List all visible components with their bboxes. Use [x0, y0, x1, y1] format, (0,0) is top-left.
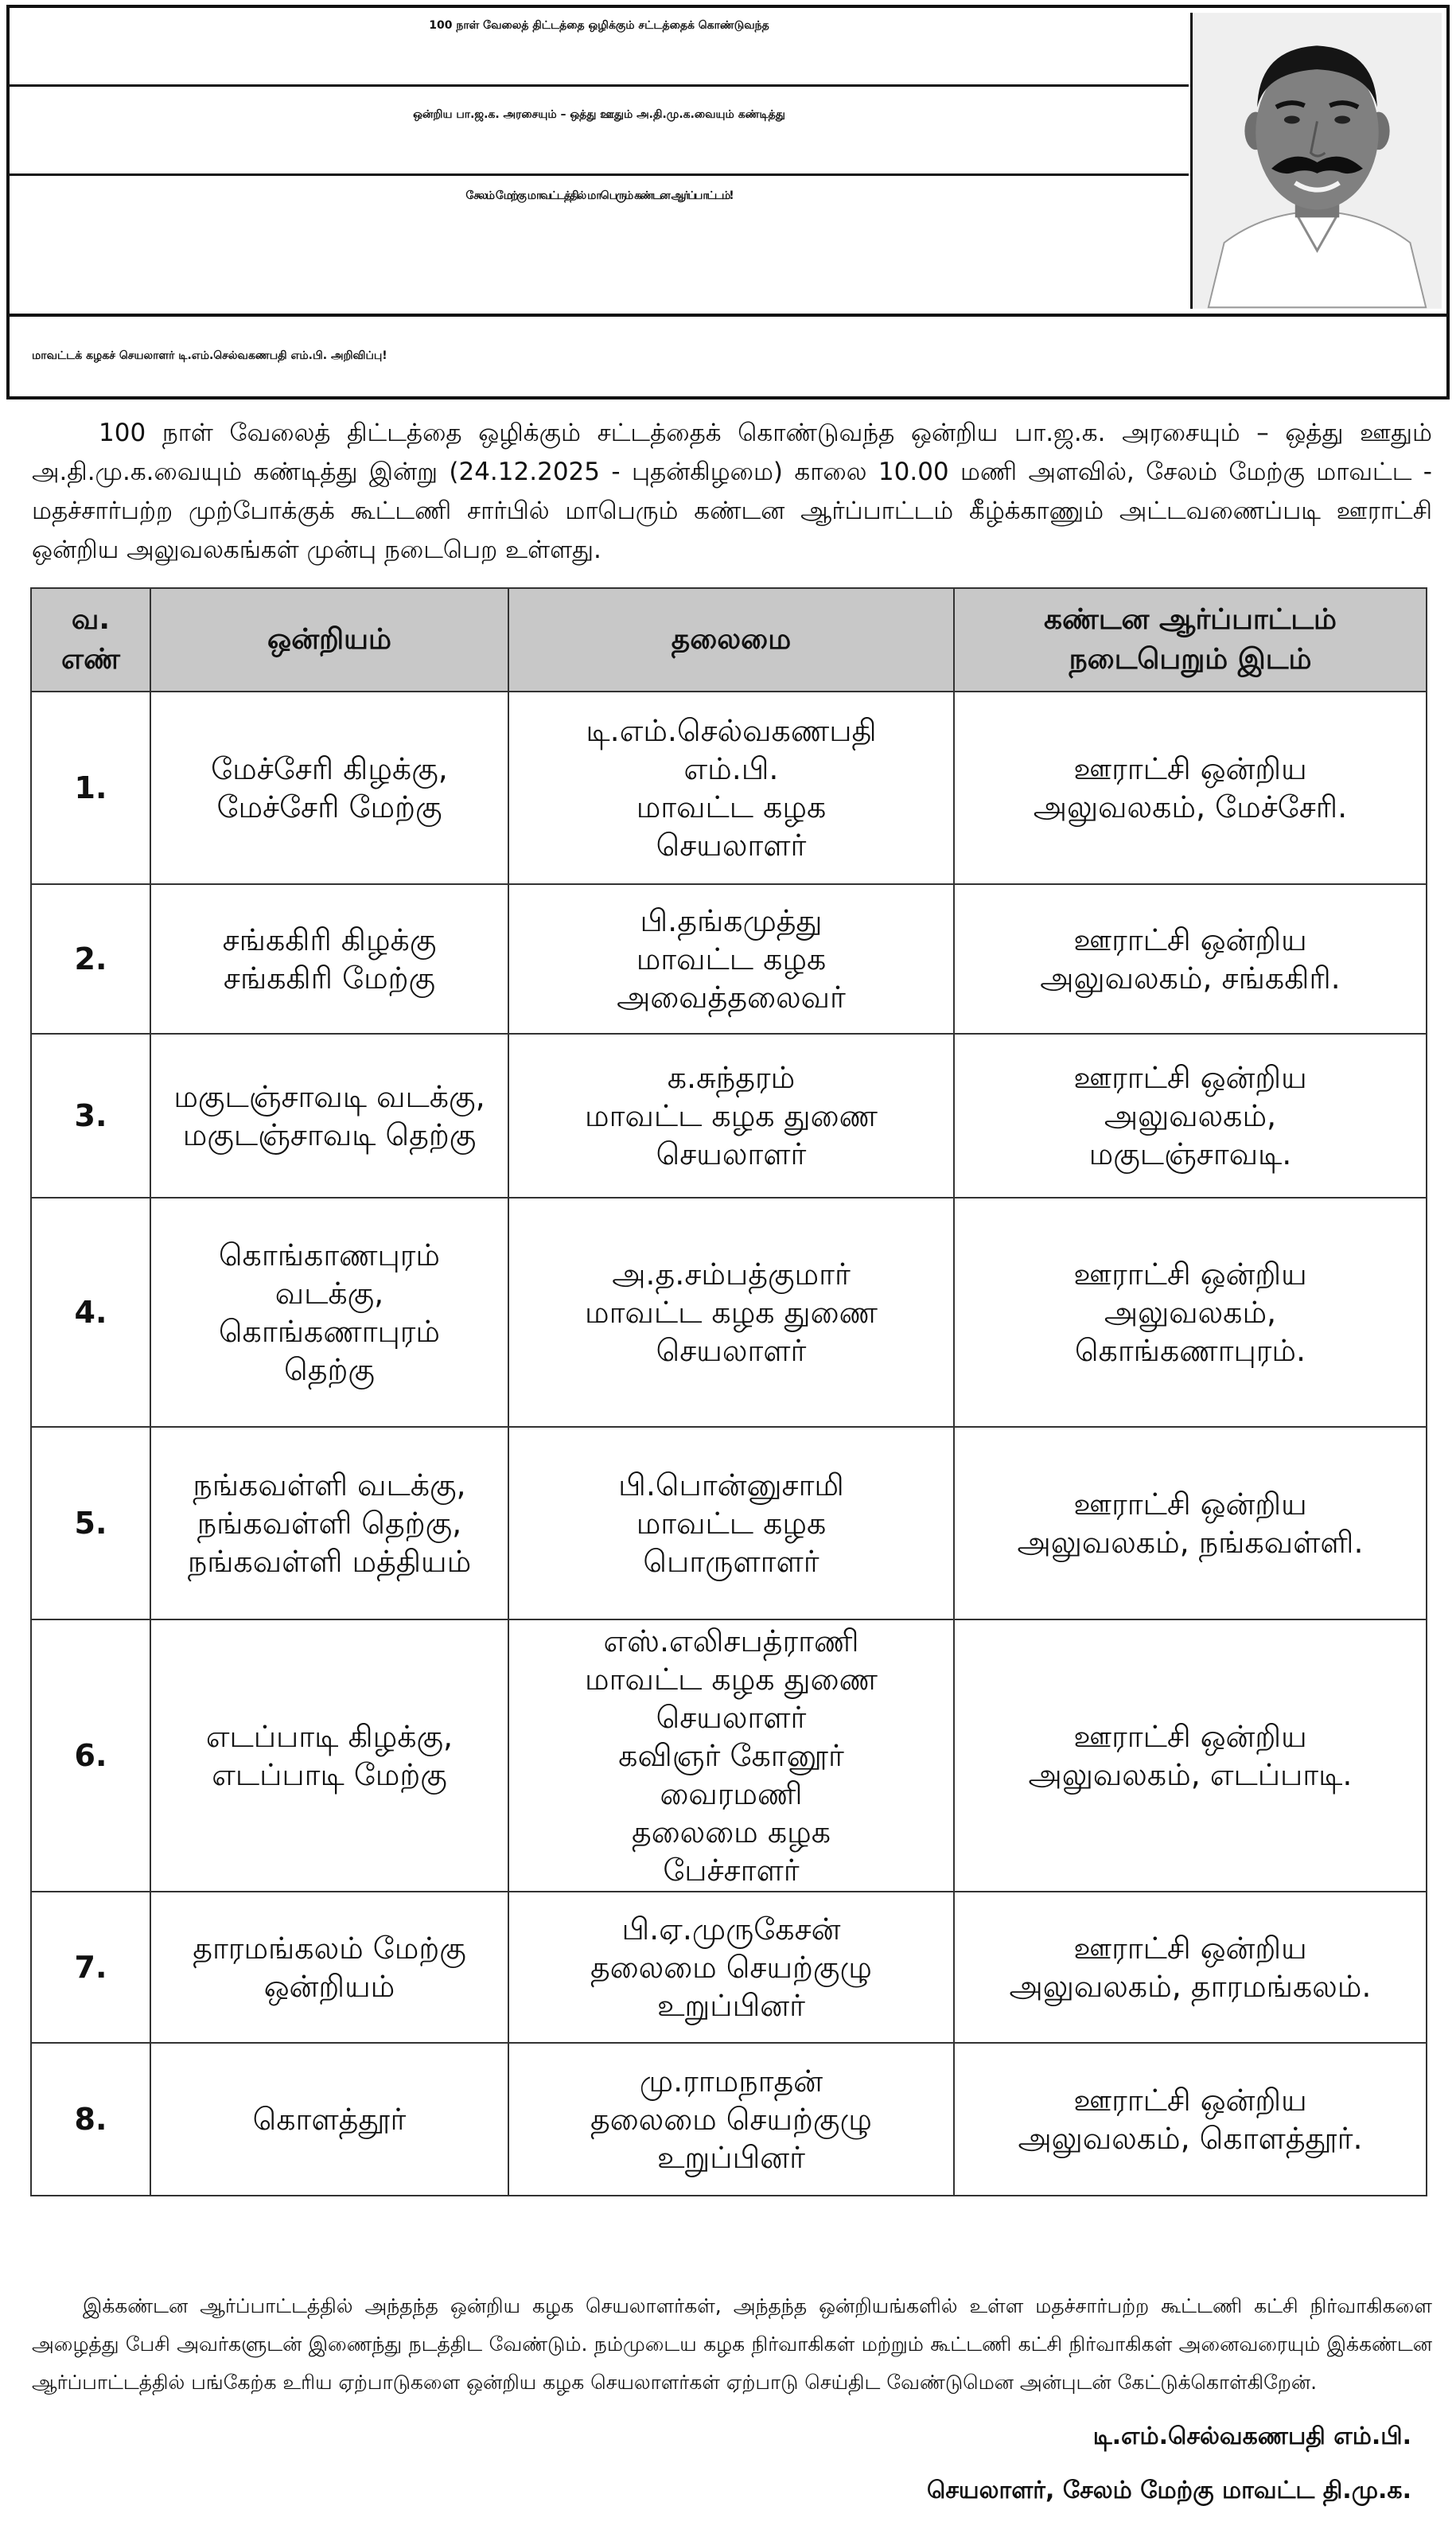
- union-cell: கொளத்தூர்: [150, 2043, 508, 2196]
- signatory-title: செயலாளர், சேலம் மேற்கு மாவட்ட தி.மு.க.: [926, 2477, 1411, 2504]
- table-header-row: [31, 588, 1427, 692]
- table-row: [31, 2043, 1427, 2196]
- header-text-block: [10, 8, 1189, 314]
- serial-cell: 3.: [31, 1034, 150, 1198]
- signatory-name: டி.எம்.செல்வகணபதி எம்.பி.: [1092, 2422, 1411, 2450]
- leader-cell: எஸ்.எலிசபத்ராணி மாவட்ட கழக துணை செயலாளர் கவிஞர் கோனூர் வைரமணி தலைமை கழக பேச்சாளர்: [508, 1619, 954, 1892]
- union-cell: எடப்பாடி கிழக்கு, எடப்பாடி மேற்கு: [150, 1619, 508, 1892]
- headline-divider-1: [10, 84, 1189, 87]
- table-row: [31, 1892, 1427, 2043]
- serial-cell: 7.: [31, 1892, 150, 2043]
- leader-cell: பி.பொன்னுசாமி மாவட்ட கழக பொருளாளர்: [508, 1427, 954, 1619]
- leader-portrait-photo: [1190, 13, 1442, 309]
- union-cell: கொங்காணபுரம் வடக்கு, கொங்கணாபுரம் தெற்கு: [150, 1198, 508, 1427]
- protest-schedule-table: [30, 587, 1427, 2196]
- leader-cell: பி.ஏ.முருகேசன் தலைமை செயற்குழு உறுப்பினர்: [508, 1892, 954, 2043]
- table-row: [31, 884, 1427, 1034]
- column-header-serial: வ. எண்: [31, 588, 150, 692]
- table-row: [31, 1619, 1427, 1892]
- column-header-leader: தலைமை: [508, 588, 954, 692]
- serial-cell: 5.: [31, 1427, 150, 1619]
- headline-line-2: ஒன்றிய பா.ஜ.க. அரசையும் – ஒத்து ஊதும் அ.தி.மு.க.வையும் கண்டித்து: [413, 108, 785, 121]
- venue-cell: ஊராட்சி ஒன்றிய அலுவலகம், சங்ககிரி.: [954, 884, 1427, 1034]
- intro-paragraph: 100 நாள் வேலைத் திட்டத்தை ஒழிக்கும் சட்டத்தைக் கொண்டுவந்த ஒன்றிய பா.ஜ.க. அரசையும் – ஒத்து ஊதும் அ.தி.மு.க.வையும் கண்டித்து இன்று (24.12.2025 - புதன்கிழமை) காலை 10.00 மணி அளவில், சேலம் மேற்கு மாவட்ட - மதச்சார்பற்ற முற்போக்குக் கூட்டணி சார்பில் மாபெரும் கண்டன ஆர்ப்பாட்டம் கீழ்க்காணும் அட்டவணைப்படி ஊராட்சி ஒன்றிய அலுவலகங்கள் முன்பு நடைபெற உள்ளது.: [32, 419, 1432, 564]
- union-cell: நங்கவள்ளி வடக்கு, நங்கவள்ளி தெற்கு, நங்கவள்ளி மத்தியம்: [150, 1427, 508, 1619]
- union-cell: மகுடஞ்சாவடி வடக்கு, மகுடஞ்சாவடி தெற்கு: [150, 1034, 508, 1198]
- venue-cell: ஊராட்சி ஒன்றிய அலுவலகம், தாரமங்கலம்.: [954, 1892, 1427, 2043]
- serial-cell: 6.: [31, 1619, 150, 1892]
- union-cell: சங்ககிரி கிழக்கு சங்ககிரி மேற்கு: [150, 884, 508, 1034]
- main-headline: சேலம் மேற்கு மாவட்டத்தில் மாபெரும் கண்டன ஆர்ப்பாட்டம்!: [465, 189, 733, 202]
- table-row: [31, 1427, 1427, 1619]
- table-row: [31, 1198, 1427, 1427]
- venue-cell: ஊராட்சி ஒன்றிய அலுவலகம், கொங்கணாபுரம்.: [954, 1198, 1427, 1427]
- venue-cell: ஊராட்சி ஒன்றிய அலுவலகம், எடப்பாடி.: [954, 1619, 1427, 1892]
- serial-cell: 8.: [31, 2043, 150, 2196]
- serial-cell: 2.: [31, 884, 150, 1034]
- headline-line-1: 100 நாள் வேலைத் திட்டத்தை ஒழிக்கும் சட்டத்தைக் கொண்டுவந்த: [429, 19, 769, 32]
- header-banner: [6, 5, 1450, 317]
- headline-divider-2: [10, 173, 1189, 176]
- venue-cell: ஊராட்சி ஒன்றிய அலுவலகம், நங்கவள்ளி.: [954, 1427, 1427, 1619]
- announcement-subheading: மாவட்டக் கழகச் செயலாளர் டி.எம்.செல்வகணபதி எம்.பி. அறிவிப்பு!: [6, 317, 1450, 399]
- serial-cell: 1.: [31, 692, 150, 884]
- closing-paragraph: இக்கண்டன ஆர்ப்பாட்டத்தில் அந்தந்த ஒன்றிய கழக செயலாளர்கள், அந்தந்த ஒன்றியங்களில் உள்ள மதச்சார்பற்ற கூட்டணி கட்சி நிர்வாகிகளை அழைத்து பேசி அவர்களுடன் இணைந்து நடத்திட வேண்டும். நம்முடைய கழக நிர்வாகிகள் மற்றும் கூட்டணி கட்சி நிர்வாகிகள் அனைவரையும் இக்கண்டன ஆர்ப்பாட்டத்தில் பங்கேற்க உரிய ஏற்பாடுகளை ஒன்றிய கழக செயலாளர்கள் ஏற்பாடு செய்திட வேண்டுமென அன்புடன் கேட்டுக்கொள்கிறேன்.: [32, 2294, 1432, 2394]
- leader-cell: பி.தங்கமுத்து மாவட்ட கழக அவைத்தலைவர்: [508, 884, 954, 1034]
- union-cell: தாரமங்கலம் மேற்கு ஒன்றியம்: [150, 1892, 508, 2043]
- leader-cell: அ.த.சம்பத்குமார் மாவட்ட கழக துணை செயலாளர்: [508, 1198, 954, 1427]
- venue-cell: ஊராட்சி ஒன்றிய அலுவலகம், கொளத்தூர்.: [954, 2043, 1427, 2196]
- serial-cell: 4.: [31, 1198, 150, 1427]
- venue-cell: ஊராட்சி ஒன்றிய அலுவலகம், மகுடஞ்சாவடி.: [954, 1034, 1427, 1198]
- venue-cell: ஊராட்சி ஒன்றிய அலுவலகம், மேச்சேரி.: [954, 692, 1427, 884]
- column-header-venue: கண்டன ஆர்ப்பாட்டம் நடைபெறும் இடம்: [954, 588, 1427, 692]
- portrait-illustration: [1193, 13, 1442, 309]
- leader-cell: க.சுந்தரம் மாவட்ட கழக துணை செயலாளர்: [508, 1034, 954, 1198]
- leader-cell: மு.ராமநாதன் தலைமை செயற்குழு உறுப்பினர்: [508, 2043, 954, 2196]
- leader-cell: டி.எம்.செல்வகணபதி எம்.பி. மாவட்ட கழக செயலாளர்: [508, 692, 954, 884]
- column-header-union: ஒன்றியம்: [150, 588, 508, 692]
- table-row: [31, 1034, 1427, 1198]
- table-row: [31, 692, 1427, 884]
- union-cell: மேச்சேரி கிழக்கு, மேச்சேரி மேற்கு: [150, 692, 508, 884]
